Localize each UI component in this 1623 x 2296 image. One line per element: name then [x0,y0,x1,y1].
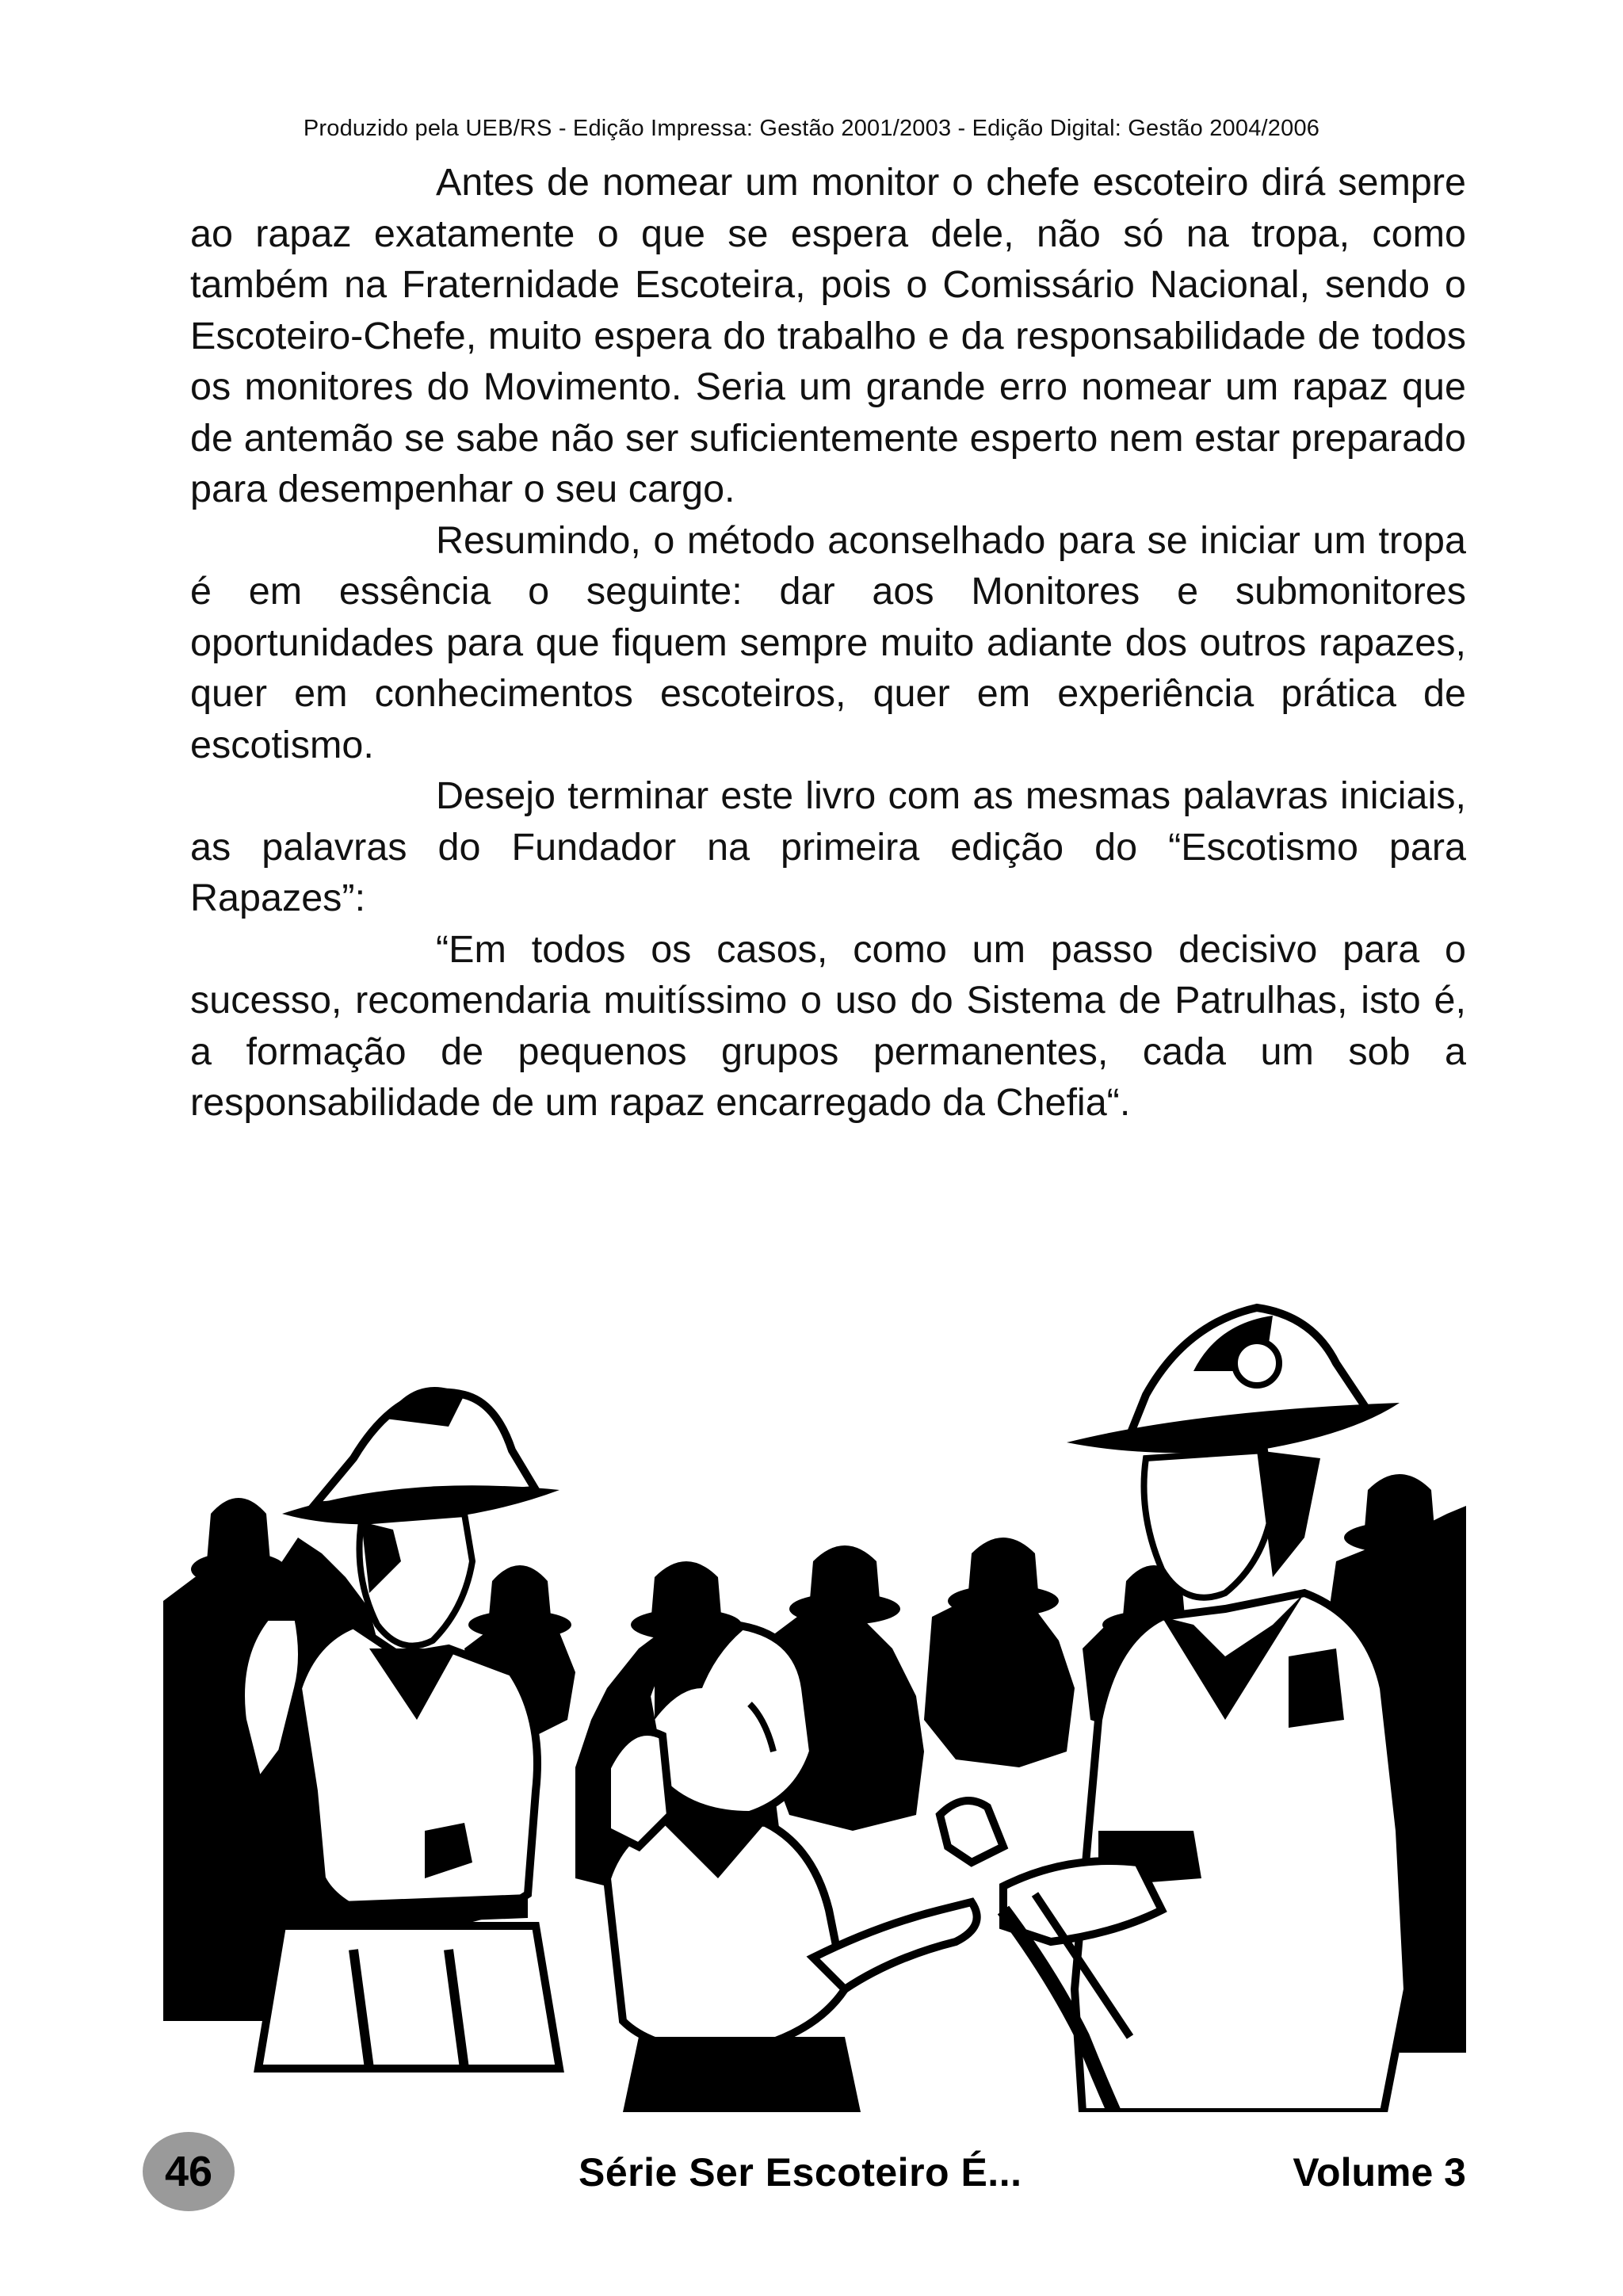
volume-label: Volume 3 [1293,2150,1466,2195]
paragraph-4: “Em todos os casos, como um passo decisivo para o sucesso, recomendaria muitíssimo o uso do Sistema de Patrulhas, isto é, a formação de pequenos grupos permanentes, cada um sob a responsabilidade de um rapaz encarregado da Chefia“. [190,927,1466,1124]
scouts-illustration [163,1276,1466,2112]
body-text [190,157,1466,1129]
paragraph-2: Resumindo, o método aconselhado para se iniciar um tropa é em essência o seguinte: dar aos Monitores e submonitores oportunidades para que fiquem sempre muito adiante dos outros rapazes, quer em conhecimentos escoteiros, quer em experiência prática de escotismo. [190,518,1466,766]
header-credits: Produzido pela UEB/RS - Edição Impressa: Gestão 2001/2003 - Edição Digital: Gestão 2004/2006 [303,116,1320,141]
page-number: 46 [143,2132,235,2211]
series-title: Série Ser Escoteiro É... [579,2150,1022,2195]
scouts-illustration-icon [163,1276,1466,2112]
paragraph-3: Desejo terminar este livro com as mesmas palavras iniciais, as palavras do Fundador na primeira edição do “Escotismo para Rapazes”: [190,774,1466,919]
paragraph-1: Antes de nomear um monitor o chefe escoteiro dirá sempre ao rapaz exatamente o que se espera dele, não só na tropa, como também na Fraternidade Escoteira, pois o Comissário Nacional, sendo o Escoteiro-Chefe, muito espera do trabalho e da responsabilidade de todos os monitores do Movimento. Seria um grande erro nomear um rapaz que de antemão se sabe não ser suficientemente esperto nem estar preparado para desempenhar o seu cargo. [190,161,1466,510]
